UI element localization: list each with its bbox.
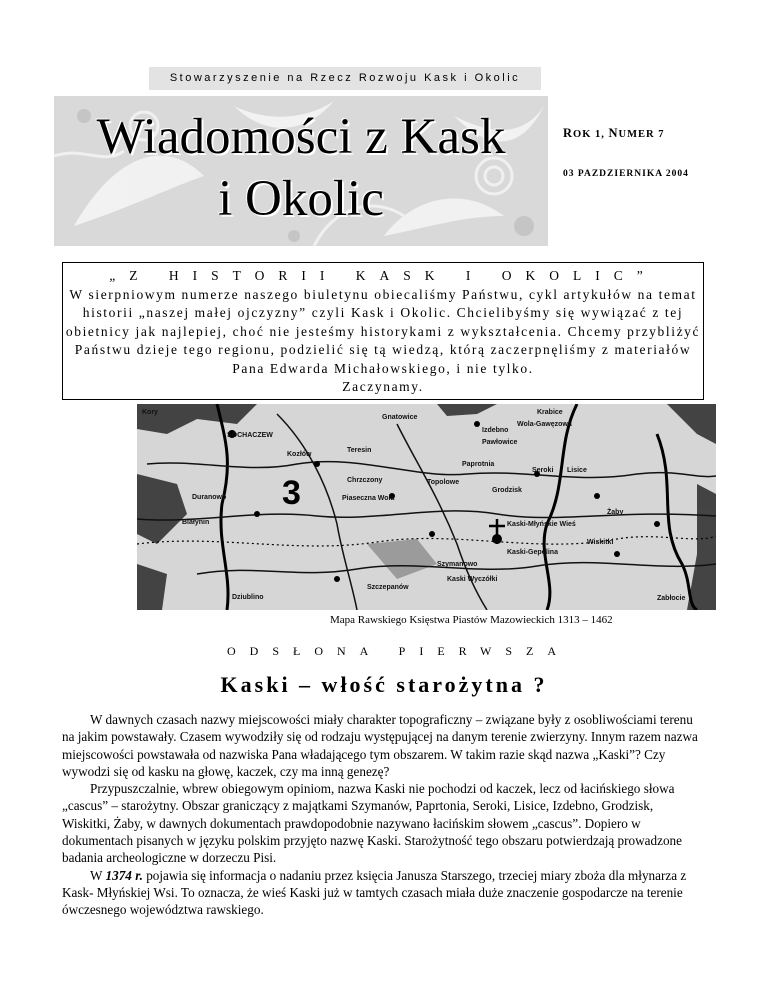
- issue-rok-rest: OK 1,: [573, 129, 605, 140]
- map-label-chrzczony: Chrzczony: [347, 477, 383, 484]
- map-label-paprotnia: Paprotnia: [462, 461, 495, 468]
- map-label-dziublino: Dziublino: [232, 594, 264, 601]
- issue-num-rest: UMER 7: [618, 129, 665, 140]
- map-label-seroki: Seroki: [532, 467, 554, 474]
- article-title: Kaski – włość starożytna ?: [220, 672, 548, 697]
- map-label-szymanowo: Szymanowo: [437, 561, 478, 568]
- organization-banner: [149, 67, 541, 90]
- map-label-grodzisk: Grodzisk: [492, 487, 522, 494]
- intro-box: [62, 262, 704, 400]
- map-drawing: [137, 404, 716, 610]
- map-label-teresin: Teresin: [347, 447, 372, 454]
- map-label-zablocie: Zabłocie: [657, 595, 686, 602]
- intro-closing: Zaczynamy.: [342, 379, 424, 394]
- map-label-kozlow: Kozłów: [287, 451, 312, 458]
- map-label-izdebno: Izdebno: [482, 427, 509, 434]
- map-label-duranowo: Duranowo: [192, 494, 227, 501]
- article-p3-prefix: W: [90, 867, 106, 883]
- historical-map: [137, 404, 716, 610]
- map-label-sochaczew: SOCHACZEW: [227, 432, 273, 439]
- article-paragraph-2: Przypuszczalnie, wbrew obiegowym opiniom, nazwa Kaski nie pochodzi od kaczek, lecz od łacińskiego słowa „cascus” – starożytny. Obszar graniczący z majątkami Szymanów, Paprtonia, Seroki, Lisice, Izdebno, Grodzisk, Wiskitki, Żaby, w dawnych dokumentach prawdopodobnie nazywano łacińskim słowem „cascus”. Dopiero w dokumentach pisanych w języku polskim przyjęto nazwę Kaski. Starożytność tego obszaru potwierdzają prowadzone badania archeologiczne w dorzeczu Pisi.: [62, 781, 682, 866]
- article-body: [62, 711, 704, 919]
- article-paragraph-1: W dawnych czasach nazwy miejscowości miały charakter topograficzny – związane były z osobliwościami terenu na jakim powstawały. Czasem wywodziły się od rodzaju występującej na danym terenie zwierzyny. Innym razem nazwa miejscowości powstawała od nazwiska Pana władającego tym obszarem. W takim razie skąd nazwa „Kaski”? Czy wywodzi się od kasku na głowę, kaczek, czy ma inną genezę?: [62, 712, 698, 779]
- title-line-2: i Okolic: [218, 171, 384, 227]
- map-label-topolowe: Topolowe: [427, 479, 460, 486]
- issue-date: 03 PAZDZIERNIKA 2004: [563, 169, 689, 179]
- map-label-bialynin: Białynin: [182, 519, 210, 526]
- intro-text: W sierpniowym numerze naszego biuletynu obiecaliśmy Państwu, cykl artykułów na temat historii „naszej małej ojczyzny” czyli Kask i Okolic. Chcielibyśmy się wywiązać z tej obietnicy jak najlepiej, choć nie jesteśmy historykami z wykształcenia. Chcemy przybliżyć Państwu dzieje tego regionu, podzielić się tą wiedzą, którą zaczerpnęliśmy z materiałów Pana Edwarda Michałowskiego, i nie tylko.: [65, 286, 701, 376]
- issue-number: [563, 126, 665, 141]
- section-label: ODSŁONA PIERWSZA: [227, 644, 571, 658]
- masthead: [54, 96, 548, 246]
- map-label-lisice: Lisice: [567, 467, 587, 474]
- article-paragraph-3: [62, 867, 704, 919]
- article-p3-rest: pojawia się informacja o nadaniu przez księcia Janusza Starszego, trzeciej miary zboża dla młynarza z Kask- Młyńskiej Wsi. To oznacza, że wieś Kaski już w tamtych czasach miała duże znaczenie gospodarcze na terenie ówczesnego województwa rawskiego.: [62, 867, 687, 918]
- map-label-pawlowice: Pawłowice: [482, 439, 518, 446]
- map-numeral: 3: [282, 474, 301, 512]
- intro-heading: „Z HISTORII KASK I OKOLIC”: [109, 268, 657, 283]
- map-label-gnatowice: Gnatowice: [382, 414, 418, 421]
- organization-name: Stowarzyszenie na Rzecz Rozwoju Kask i Okolic: [169, 72, 521, 84]
- map-label-wiskitki: Wiskitki: [587, 539, 614, 546]
- map-label-wola: Wola-Gawęzowa: [517, 421, 572, 428]
- map-label-piaseczna-wola: Piaseczna Wola: [342, 495, 395, 502]
- map-label-szczepanow: Szczepanów: [367, 584, 409, 591]
- map-label-krabice: Krabice: [537, 409, 563, 416]
- masthead-title: [54, 106, 548, 230]
- article-year: 1374 r.: [105, 867, 143, 883]
- map-label-zaby: Żaby: [607, 509, 624, 516]
- map-label-kaski-gepolina: Kaski-Gepolina: [507, 549, 558, 556]
- map-caption: Mapa Rawskiego Księstwa Piastów Mazowieckich 1313 – 1462: [330, 614, 613, 626]
- issue-num-initial: N: [608, 126, 619, 140]
- issue-rok-initial: R: [563, 126, 574, 140]
- title-line-1: Wiadomości z Kask: [96, 109, 506, 165]
- map-label-kory: Kory: [142, 409, 158, 416]
- map-label-kaski: Kaski-Młyńskie Wieś: [507, 521, 576, 528]
- map-label-kaski-wyczolki: Kaski Wyczółki: [447, 576, 498, 583]
